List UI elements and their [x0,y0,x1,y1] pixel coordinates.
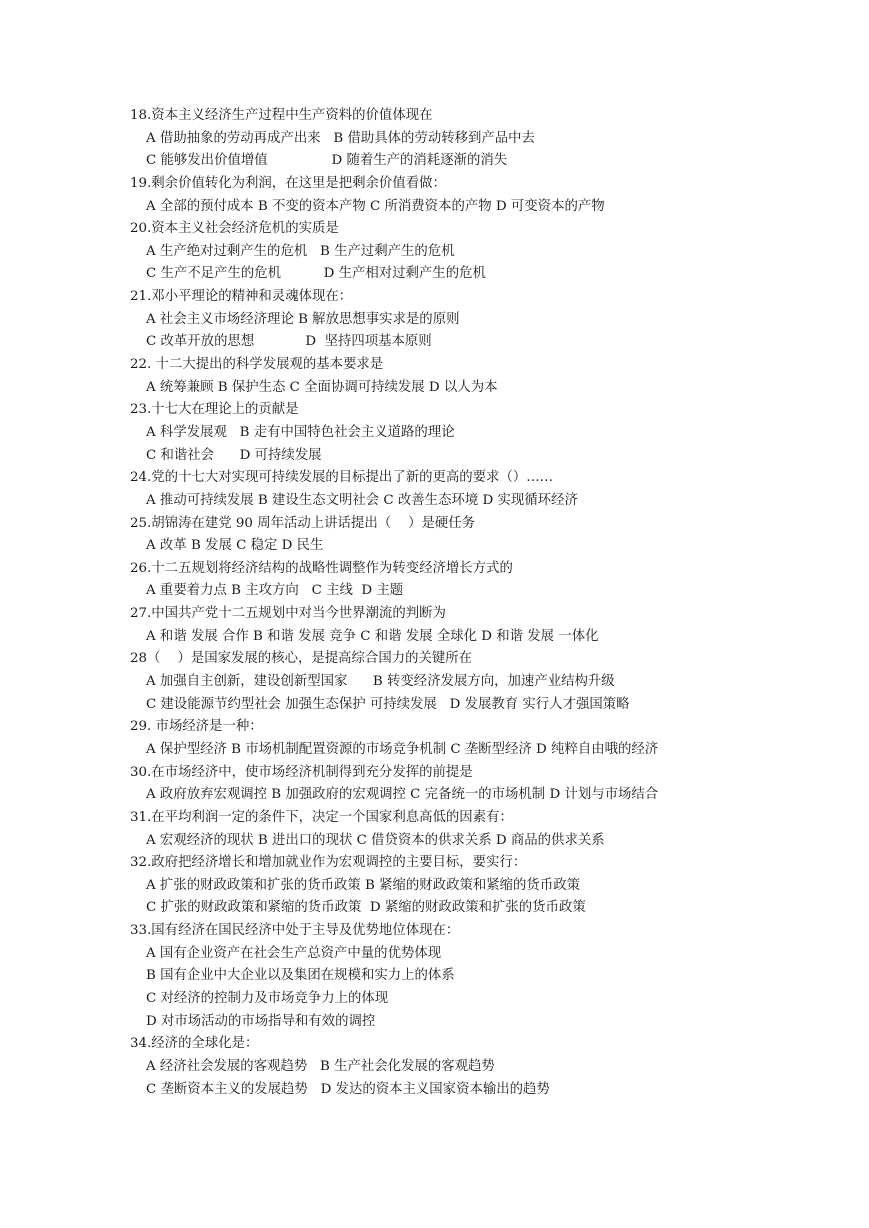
answer-options: C 建设能源节约型社会 加强生态保护 可持续发展 D 发展教育 实行人才强国策略 [146,696,630,712]
answer-options: D 对市场活动的市场指导和有效的调控 [146,1013,376,1029]
answer-options: A 推动可持续发展 B 建设生态文明社会 C 改善生态环境 D 实现循环经济 [146,492,578,508]
answer-options: C 和谐社会 D 可持续发展 [146,447,322,463]
question-stem: 24.党的十七大对实现可持续发展的目标提出了新的更高的要求（）…… [130,470,554,486]
question-stem: 18.资本主义经济生产过程中生产资料的价值体现在 [130,108,433,123]
answer-options: A 国有企业资产在社会生产总资产中量的优势体现 [146,945,442,961]
answer-options: A 科学发展观 B 走有中国特色社会主义道路的理论 [146,424,455,440]
answer-options: A 经济社会发展的客观趋势 B 生产社会化发展的客观趋势 [146,1058,495,1074]
question-stem: 25.胡锦涛在建党 90 周年活动上讲话提出（ ）是硬任务 [130,515,476,531]
question-list [130,105,850,1101]
answer-options: A 借助抽象的劳动再成产出来 B 借助具体的劳动转移到产品中去 [146,130,535,146]
answer-options: A 加强自主创新，建设创新型国家 B 转变经济发展方向，加速产业结构升级 [146,674,615,690]
question-stem: 32.政府把经济增长和增加就业作为宏观调控的主要目标，要实行： [130,855,527,871]
question-stem: 19.剩余价值转化为利润，在这里是把剩余价值看做： [130,175,446,191]
answer-options: A 宏观经济的现状 B 进出口的现状 C 借贷资本的供求关系 D 商品的供求关系 [146,832,605,848]
answer-options: A 社会主义市场经济理论 B 解放思想事实求是的原则 [146,311,460,327]
question-stem: 21.邓小平理论的精神和灵魂体现在： [130,289,353,305]
answer-options: A 扩张的财政政策和扩张的货币政策 B 紧缩的财政政策和紧缩的货币政策 [146,877,580,893]
answer-options: C 改革开放的思想 D 坚持四项基本原则 [146,334,432,350]
answer-options: A 改革 B 发展 C 稳定 D 民生 [146,538,324,554]
answer-options: A 统筹兼顾 B 保护生态 C 全面协调可持续发展 D 以人为本 [146,379,498,395]
answer-options: C 对经济的控制力及市场竞争力上的体现 [146,990,389,1006]
question-stem: 28（ ）是国家发展的核心，是提高综合国力的关键所在 [130,651,473,667]
answer-options: A 重要着力点 B 主攻方向 C 主线 D 主题 [146,583,404,599]
question-stem: 29. 市场经济是一种： [130,719,263,735]
answer-options: C 扩张的财政政策和紧缩的货币政策 D 紧缩的财政政策和扩张的货币政策 [146,900,586,916]
answer-options: C 生产不足产生的危机 D 生产相对过剩产生的危机 [146,266,486,282]
answer-options: B 国有企业中大企业以及集团在规模和实力上的体系 [146,968,455,984]
answer-options: A 全部的预付成本 B 不变的资本产物 C 所消费资本的产物 D 可变资本的产物 [146,198,605,214]
question-stem: 22. 十二大提出的科学发展观的基本要求是 [130,357,384,373]
question-stem: 34.经济的全球化是： [130,1036,259,1052]
question-stem: 20.资本主义社会经济危机的实质是 [130,221,339,237]
answer-options: C 垄断资本主义的发展趋势 D 发达的资本主义国家资本输出的趋势 [146,1081,550,1097]
answer-options: A 保护型经济 B 市场机制配置资源的市场竞争机制 C 垄断型经济 D 纯粹自由哦的经济 [146,741,659,757]
question-stem: 26.十二五规划将经济结构的战略性调整作为转变经济增长方式的 [130,560,513,576]
question-stem: 30.在市场经济中，使市场经济机制得到充分发挥的前提是 [130,764,473,780]
answer-options: A 和谐 发展 合作 B 和谐 发展 竞争 C 和谐 发展 全球化 D 和谐 发展 一体化 [146,628,599,644]
answer-options: A 生产绝对过剩产生的危机 B 生产过剩产生的危机 [146,243,455,259]
answer-options: C 能够发出价值增值 D 随着生产的消耗逐渐的消失 [146,153,508,169]
answer-options: A 政府放弃宏观调控 B 加强政府的宏观调控 C 完备统一的市场机制 D 计划与市场结合 [146,787,659,803]
question-stem: 27.中国共产党十二五规划中对当今世界潮流的判断为 [130,606,446,622]
question-stem: 23.十七大在理论上的贡献是 [130,402,299,418]
question-stem: 33.国有经济在国民经济中处于主导及优势地位体现在： [130,923,460,939]
question-stem: 31.在平均利润一定的条件下，决定一个国家利息高低的因素有： [130,809,513,825]
